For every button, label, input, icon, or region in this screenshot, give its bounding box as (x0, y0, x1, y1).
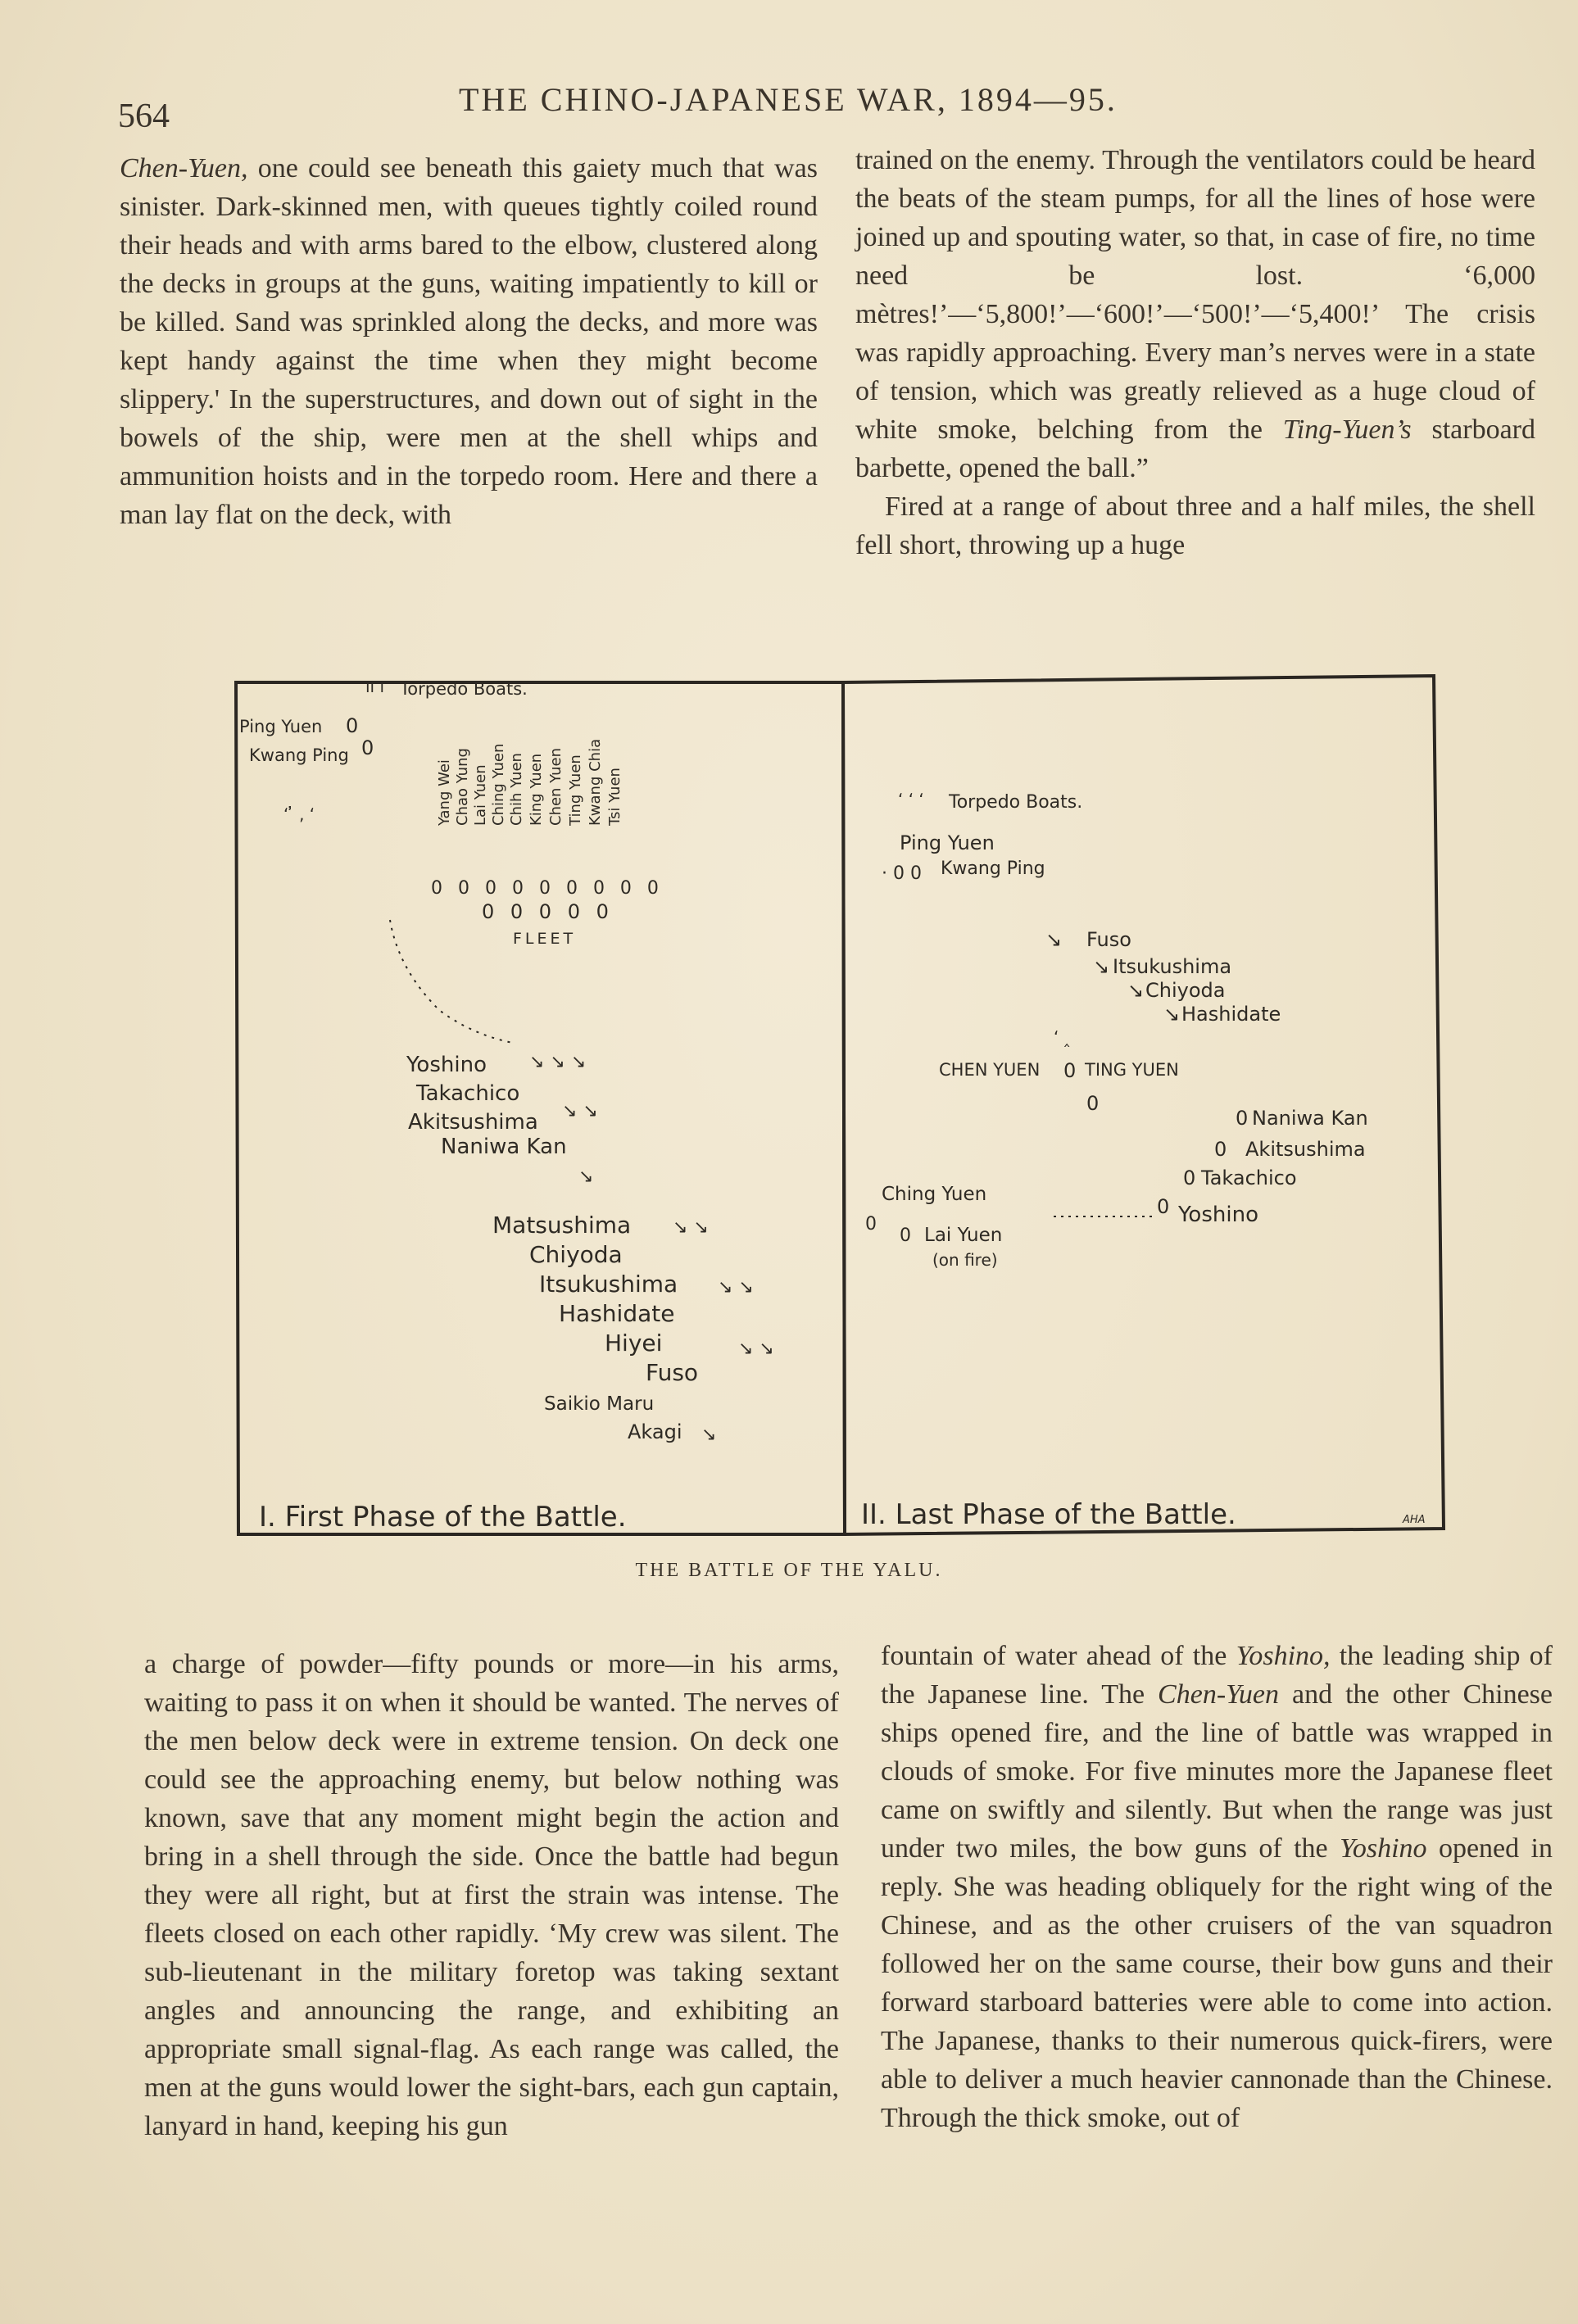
japanese-ship-label: Takachico (1201, 1167, 1297, 1189)
paragraph-text: trained on the enemy. Through the ventilators could be heard the beats of the steam pumps, for all the lines of hose were joined up and spouting water, so that, in case of fire, no time need be lost. ‘6,000 mètres!’—‘5,800!’—‘600!’—‘500!’—‘5,400!’ The crisis was rapidly approaching. Every man’s nerves were in a state of tension, which was greatly relieved as a huge cloud of white smoke, belching from the (855, 145, 1535, 445)
ship-marker: 0 (1063, 1059, 1077, 1082)
course-track (390, 920, 513, 1043)
ship-marker: 0 (1086, 1092, 1100, 1115)
ship-marker: ↘ (1127, 979, 1145, 1002)
paragraph-text: starboard barbette, opened the ball.” (855, 415, 1535, 483)
page-number: 564 (118, 97, 170, 135)
japanese-ship-label: Akitsushima (1245, 1138, 1366, 1161)
japanese-ship-label: Naniwa Kan (441, 1135, 567, 1159)
ship-markers: ʻ ‸ (1054, 1027, 1070, 1047)
paragraph: Fired at a range of about three and a half miles, the shell fell short, throwing up a huge (855, 492, 1535, 560)
ship-markers: ↘ ↘ ↘ (529, 1052, 587, 1072)
torpedo-boats-label: Torpedo Boats. (400, 679, 528, 699)
paragraph (120, 149, 818, 534)
chinese-ship-label: Ping Yuen (239, 717, 323, 736)
column-bottom-left (144, 1645, 839, 2145)
japanese-ship-label: Hashidate (1181, 1003, 1281, 1026)
chinese-ship-label: Lai Yuen (924, 1225, 1003, 1246)
column-bottom-right (881, 1637, 1553, 2137)
ship-marker: 0 (900, 1225, 911, 1246)
ship-marker: ↘ (1093, 955, 1110, 978)
ship-marker: 0 (346, 714, 359, 737)
torpedo-boat-marks: ʻ ʻ ʻ (898, 790, 924, 809)
chinese-damaged-ships (865, 1184, 1002, 1270)
ship-marker: 0 (1214, 1138, 1227, 1161)
paragraph (855, 141, 1535, 487)
ship-markers: ↘ (578, 1167, 594, 1187)
paragraph-text: opened in reply. She was heading obliquely for the right wing of the Chinese, and as the other cruisers of the van squadron followed her on the same course, their bow guns and their forward starboard batteries were able to come into action. The Japanese, thanks to their numerous quick-firers, were able to deliver a much heavier cannonade than the Chinese. Through the thick smoke, out of (881, 1833, 1553, 2133)
japanese-main-squadron (1045, 928, 1281, 1026)
chinese-ship-label: Yang Wei (436, 759, 453, 826)
column-top-left (120, 149, 818, 534)
chinese-ship-label: Ting Yuen (567, 754, 584, 826)
illustrator-monogram: AHA (1403, 1514, 1426, 1526)
chinese-ship-label: Chen Yuen (547, 747, 565, 826)
panel-first-phase-title: I. First Phase of the Battle. (259, 1501, 627, 1533)
ship-markers: ↘ ↘ (673, 1217, 709, 1238)
ship-marker: 0 (1236, 1107, 1249, 1130)
japanese-ship-label: Matsushima (492, 1212, 632, 1239)
japanese-main-squadron (492, 1212, 774, 1445)
chinese-ship-label: Chih Yuen (508, 753, 525, 826)
paragraph-text: and the other Chinese ships opened fire, and the line of battle was wrapped in clouds of smoke. For five minutes more the Japanese fleet came on swiftly and silently. But when the range was just under two miles, the bow guns of the (881, 1679, 1553, 1864)
japanese-ship-label: Fuso (646, 1359, 699, 1386)
chinese-ship-markers: 0 0 0 0 0 0 0 0 0 (431, 878, 664, 899)
japanese-ship-label: Naniwa Kan (1252, 1107, 1368, 1130)
ship-name: Chen-Yuen, (120, 153, 248, 183)
torpedo-wake-marks: ʻ ̓ , ʻ (283, 804, 315, 824)
ship-markers: ↘ ↘ (562, 1101, 598, 1121)
ship-marker: ↘ (1045, 928, 1063, 951)
japanese-ship-label: Hiyei (605, 1330, 663, 1357)
chinese-ship-note: (on fire) (932, 1250, 998, 1270)
ship-name: Yoshino, (1236, 1641, 1331, 1671)
japanese-ship-label: Takachico (416, 1081, 520, 1106)
chinese-fleet-columns (431, 739, 664, 923)
ship-marker: 0 (865, 1214, 877, 1234)
battle-diagram (234, 658, 1445, 1537)
ship-marker: ↘ (1163, 1003, 1181, 1026)
japanese-ship-label: Chiyoda (529, 1241, 623, 1268)
japanese-ship-label: Yoshino (406, 1053, 487, 1077)
ship-marker: 0 (361, 736, 374, 759)
chinese-ship-label: Ching Yuen (882, 1184, 987, 1205)
chinese-ship-label: Lai Yuen (472, 764, 489, 826)
paragraph-text: fountain of water ahead of the (881, 1641, 1236, 1671)
chinese-ship-label: King Yuen (528, 753, 545, 826)
chinese-ship-label: Kwang Ping (249, 745, 349, 765)
japanese-ship-label: Hashidate (559, 1300, 675, 1327)
japanese-ship-label: Itsukushima (1113, 955, 1232, 978)
chinese-ship-label: Kwang Ping (941, 858, 1045, 879)
chinese-ship-markers: 0 0 0 0 0 (482, 900, 614, 923)
panel-last-phase-border (843, 676, 1444, 1534)
chinese-ship-label: CHEN YUEN (939, 1060, 1041, 1080)
chinese-ship-label: Ping Yuen (900, 831, 995, 854)
running-title: THE CHINO-JAPANESE WAR, 1894—95. (459, 81, 1118, 118)
paragraph (881, 1637, 1553, 2137)
japanese-flying-squadron (406, 1052, 598, 1187)
panel-first-phase (239, 677, 774, 1533)
ship-markers: ↘ ↘ (718, 1277, 754, 1298)
japanese-ship-label: Akitsushima (408, 1110, 538, 1135)
ship-name: Ting-Yuen’s (1282, 415, 1412, 445)
ship-marker: 0 (1183, 1167, 1196, 1189)
japanese-ship-label: Itsukushima (539, 1271, 678, 1298)
japanese-ship-label: Saikio Maru (544, 1393, 655, 1415)
ship-markers: ↘ (701, 1425, 717, 1445)
japanese-ship-label: Fuso (1086, 928, 1131, 951)
panel-last-phase-title: II. Last Phase of the Battle. (861, 1498, 1236, 1531)
japanese-ship-label: Akagi (628, 1420, 682, 1443)
japanese-ship-label: Yoshino (1178, 1203, 1258, 1227)
column-top-right (855, 141, 1535, 564)
battle-diagram-svg (234, 658, 1445, 1537)
panel-last-phase (861, 790, 1426, 1531)
ship-markers: · 0 0 (882, 863, 922, 884)
paragraph-text: the leading ship of the Japanese line. The (881, 1641, 1553, 1710)
ship-markers: ↘ ↘ (738, 1339, 774, 1359)
figure-caption: THE BATTLE OF THE YALU. (635, 1560, 943, 1581)
fleet-label: FLEET (513, 930, 577, 948)
paragraph-text: one could see beneath this gaiety much that was sinister. Dark-skinned men, with queues tightly coiled round their heads and with arms bared to the elbow, clustered along the decks in groups at the guns, waiting impatiently to kill or be killed. Sand was sprinkled along the decks, and more was kept handy against the time when they might become slippery.' In the superstructures, and down out of sight in the bowels of the ship, were men at the shell whips and ammunition hoists and in the torpedo room. Here and there a man lay flat on the deck, with (120, 153, 818, 530)
torpedo-boat-marks: ıı ı (365, 677, 385, 696)
ship-marker: 0 (1157, 1195, 1170, 1218)
chinese-ship-label: Ching Yuen (490, 743, 507, 826)
japanese-ship-label: Chiyoda (1145, 979, 1226, 1002)
ship-name: Yoshino (1340, 1833, 1427, 1864)
ship-name: Chen-Yuen (1158, 1679, 1280, 1710)
paragraph: a charge of powder—fifty pounds or more—in his arms, waiting to pass it on when it should be wanted. The nerves of the men below deck were in extreme tension. On deck one could see the approaching enemy, but below nothing was known, save that any moment might begin the action and bring in a shell through the side. Once the battle had begun they were all right, but at first the strain was intense. The fleets closed on each other rapidly. ‘My crew was silent. The sub-lieutenant in the military foretop was taking sextant angles and announcing the range, and exhibiting an appropriate small signal-flag. As each range was called, the men at the guns would lower the sight-bars, each gun captain, lanyard in hand, keeping his gun (144, 1649, 839, 2141)
torpedo-boats-label: Torpedo Boats. (949, 792, 1083, 813)
chinese-ship-label: Kwang Chia (587, 738, 604, 826)
chinese-ship-label: Tsi Yuen (606, 768, 623, 826)
chinese-ship-label: Chao Yung (454, 748, 471, 826)
japanese-flying-squadron (1157, 1107, 1368, 1227)
chinese-ship-label: TING YUEN (1085, 1060, 1179, 1080)
